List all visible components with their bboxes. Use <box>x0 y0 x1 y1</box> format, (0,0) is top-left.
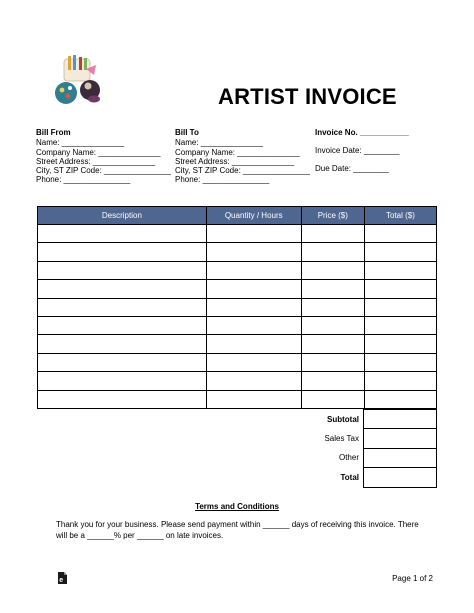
subtotal-label: Subtotal <box>327 414 359 424</box>
total-cell[interactable] <box>364 468 437 487</box>
line-items-table <box>37 206 437 409</box>
table-row <box>38 243 437 261</box>
invoice-info-section <box>315 128 409 182</box>
total-cell[interactable] <box>364 390 436 408</box>
price-cell[interactable] <box>301 243 364 261</box>
price-cell[interactable] <box>301 353 364 371</box>
total-cell[interactable] <box>364 372 436 390</box>
terms-body: Thank you for your business. Please send payment within ______ days of receiving this invoice. There will be a ______% per ______ on late invoices. <box>56 520 419 540</box>
price-cell[interactable] <box>301 225 364 243</box>
price-cell[interactable] <box>301 335 364 353</box>
table-row <box>38 298 437 316</box>
bill-to-company-field[interactable]: Company Name: ______________ <box>175 147 300 157</box>
bill-to-city-field[interactable]: City, ST ZIP Code: _______________ <box>175 166 310 176</box>
price-cell[interactable] <box>301 390 364 408</box>
description-cell[interactable] <box>38 280 207 298</box>
quantity-cell[interactable] <box>206 243 301 261</box>
eforms-logo-icon <box>57 571 68 585</box>
svg-text:e: e <box>59 577 64 584</box>
bill-to-heading: Bill To <box>175 128 199 137</box>
total-cell[interactable] <box>364 225 436 243</box>
bill-from-phone-field[interactable]: Phone: _______________ <box>36 175 131 185</box>
table-row <box>38 372 437 390</box>
total-cell[interactable] <box>364 243 436 261</box>
price-header: Price ($) <box>301 207 364 225</box>
bill-from-name-field[interactable]: Name: ______________ <box>36 138 125 148</box>
total-cell[interactable] <box>364 316 436 334</box>
total-cell[interactable] <box>364 298 436 316</box>
terms-title: Terms and Conditions <box>195 502 279 511</box>
invoice-number-field[interactable]: Invoice No. ___________ <box>315 128 409 137</box>
invoice-title: ARTIST INVOICE <box>218 84 397 109</box>
total-cell[interactable] <box>364 261 436 279</box>
description-cell[interactable] <box>38 243 207 261</box>
page-number: Page 1 of 2 <box>392 574 433 583</box>
table-row <box>38 261 437 279</box>
art-supplies-logo-icon <box>52 55 108 105</box>
table-row <box>38 316 437 334</box>
quantity-header: Quantity / Hours <box>206 207 301 225</box>
quantity-cell[interactable] <box>206 316 301 334</box>
table-row <box>38 225 437 243</box>
description-cell[interactable] <box>38 225 207 243</box>
quantity-cell[interactable] <box>206 280 301 298</box>
bill-from-heading: Bill From <box>36 128 71 137</box>
bill-to-name-field[interactable]: Name: ______________ <box>175 138 264 148</box>
quantity-cell[interactable] <box>206 372 301 390</box>
description-cell[interactable] <box>38 298 207 316</box>
price-cell[interactable] <box>301 280 364 298</box>
price-cell[interactable] <box>301 316 364 334</box>
quantity-cell[interactable] <box>206 390 301 408</box>
due-date-field[interactable]: Due Date: ________ <box>315 163 389 173</box>
table-row <box>38 353 437 371</box>
table-row <box>38 390 437 408</box>
description-cell[interactable] <box>38 261 207 279</box>
bill-from-city-field[interactable]: City, ST ZIP Code: _______________ <box>36 166 171 176</box>
totals-table <box>240 409 437 488</box>
subtotal-cell[interactable] <box>364 410 437 429</box>
total-header: Total ($) <box>364 207 436 225</box>
quantity-cell[interactable] <box>206 298 301 316</box>
description-cell[interactable] <box>38 316 207 334</box>
description-cell[interactable] <box>38 353 207 371</box>
description-cell[interactable] <box>38 372 207 390</box>
quantity-cell[interactable] <box>206 353 301 371</box>
table-row <box>38 280 437 298</box>
bill-from-street-field[interactable]: Street Address: ______________ <box>36 156 156 166</box>
other-cell[interactable] <box>364 448 437 467</box>
quantity-cell[interactable] <box>206 225 301 243</box>
price-cell[interactable] <box>301 298 364 316</box>
bill-to-section <box>175 128 310 185</box>
total-cell[interactable] <box>364 353 436 371</box>
bill-to-street-field[interactable]: Street Address: ______________ <box>175 156 295 166</box>
total-cell[interactable] <box>364 280 436 298</box>
sales-tax-cell[interactable] <box>364 429 437 448</box>
bill-from-company-field[interactable]: Company Name: ______________ <box>36 147 161 157</box>
sales-tax-label: Sales Tax <box>324 434 359 444</box>
bill-from-section <box>36 128 171 185</box>
price-cell[interactable] <box>301 261 364 279</box>
total-label: Total <box>340 472 359 482</box>
total-cell[interactable] <box>364 335 436 353</box>
other-label: Other <box>338 453 359 463</box>
description-cell[interactable] <box>38 335 207 353</box>
description-header: Description <box>38 207 207 225</box>
description-cell[interactable] <box>38 390 207 408</box>
price-cell[interactable] <box>301 372 364 390</box>
bill-to-phone-field[interactable]: Phone: _______________ <box>175 175 270 185</box>
quantity-cell[interactable] <box>206 261 301 279</box>
table-row <box>38 335 437 353</box>
invoice-date-field[interactable]: Invoice Date: ________ <box>315 145 400 155</box>
quantity-cell[interactable] <box>206 335 301 353</box>
